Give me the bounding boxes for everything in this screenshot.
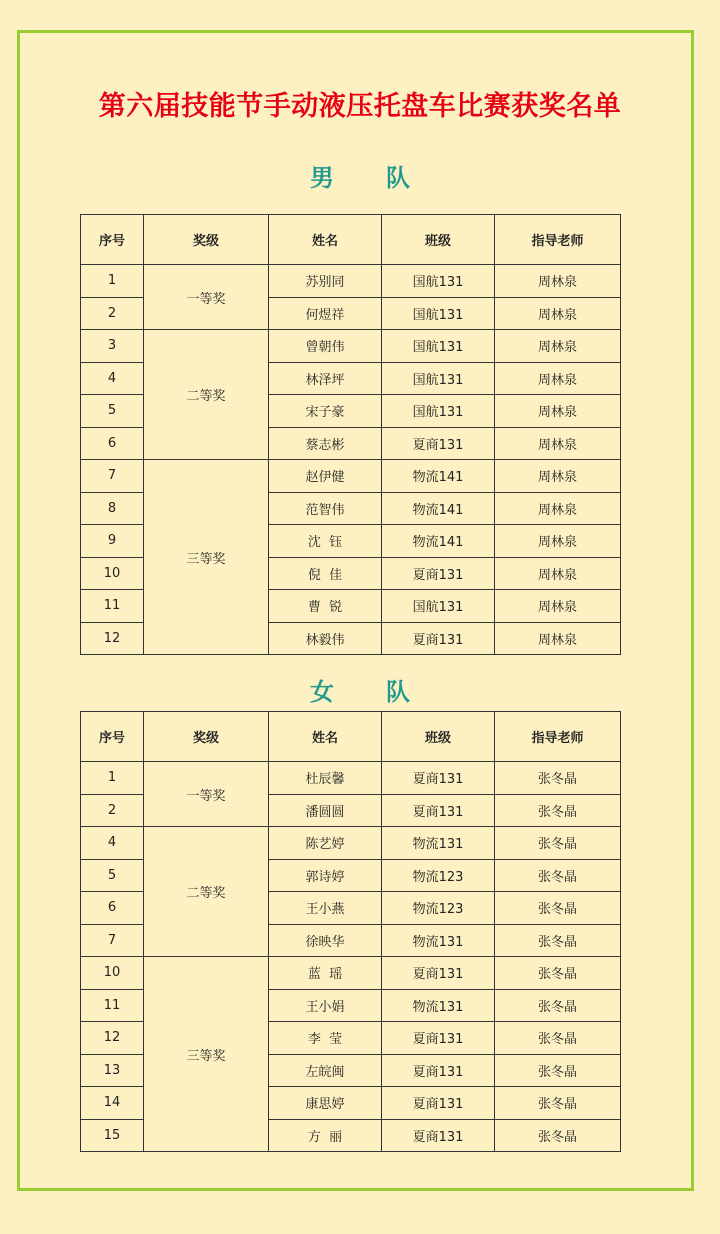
cell-teacher: 周林泉	[495, 492, 621, 525]
cell-number: 2	[81, 794, 144, 827]
cell-class: 夏商131	[382, 427, 495, 460]
header-number: 序号	[81, 215, 144, 265]
header-name: 姓名	[269, 712, 382, 762]
cell-number: 6	[81, 427, 144, 460]
cell-number: 7	[81, 460, 144, 493]
cell-number: 14	[81, 1087, 144, 1120]
cell-class: 夏商131	[382, 1054, 495, 1087]
cell-class: 物流141	[382, 460, 495, 493]
cell-name: 王小燕	[269, 892, 382, 925]
cell-name: 林毅伟	[269, 622, 382, 655]
men-heading-char-1: 男	[310, 164, 334, 192]
cell-number: 9	[81, 525, 144, 558]
cell-name: 沈 钰	[269, 525, 382, 558]
cell-teacher: 周林泉	[495, 362, 621, 395]
cell-teacher: 周林泉	[495, 460, 621, 493]
table-row	[81, 460, 621, 493]
cell-award-second: 二等奖	[144, 827, 269, 957]
cell-name: 何煜祥	[269, 297, 382, 330]
cell-name: 杜辰馨	[269, 762, 382, 795]
table-row	[81, 827, 621, 860]
cell-award-first: 一等奖	[144, 265, 269, 330]
cell-number: 10	[81, 957, 144, 990]
cell-award-first: 一等奖	[144, 762, 269, 827]
cell-name: 曹 锐	[269, 590, 382, 623]
table-header-row	[81, 712, 621, 762]
cell-teacher: 周林泉	[495, 330, 621, 363]
header-award: 奖级	[144, 712, 269, 762]
cell-number: 2	[81, 297, 144, 330]
cell-teacher: 周林泉	[495, 427, 621, 460]
cell-name: 范智伟	[269, 492, 382, 525]
cell-name: 郭诗婷	[269, 859, 382, 892]
cell-name: 蔡志彬	[269, 427, 382, 460]
cell-number: 5	[81, 859, 144, 892]
cell-teacher: 张冬晶	[495, 827, 621, 860]
cell-number: 13	[81, 1054, 144, 1087]
table-row	[81, 957, 621, 990]
header-class: 班级	[382, 215, 495, 265]
cell-teacher: 周林泉	[495, 590, 621, 623]
cell-class: 国航131	[382, 330, 495, 363]
cell-name: 陈艺婷	[269, 827, 382, 860]
header-class: 班级	[382, 712, 495, 762]
cell-class: 物流131	[382, 827, 495, 860]
cell-name: 蓝 瑶	[269, 957, 382, 990]
cell-teacher: 张冬晶	[495, 794, 621, 827]
cell-number: 4	[81, 362, 144, 395]
cell-teacher: 张冬晶	[495, 762, 621, 795]
cell-name: 宋子豪	[269, 395, 382, 428]
cell-class: 国航131	[382, 297, 495, 330]
cell-teacher: 周林泉	[495, 557, 621, 590]
cell-number: 11	[81, 989, 144, 1022]
cell-number: 10	[81, 557, 144, 590]
cell-number: 8	[81, 492, 144, 525]
cell-number: 6	[81, 892, 144, 925]
cell-class: 夏商131	[382, 957, 495, 990]
cell-teacher: 周林泉	[495, 297, 621, 330]
cell-name: 曾朝伟	[269, 330, 382, 363]
header-teacher: 指导老师	[495, 712, 621, 762]
header-number: 序号	[81, 712, 144, 762]
cell-teacher: 周林泉	[495, 395, 621, 428]
cell-number: 4	[81, 827, 144, 860]
cell-teacher: 张冬晶	[495, 1119, 621, 1152]
cell-teacher: 周林泉	[495, 622, 621, 655]
cell-award-second: 二等奖	[144, 330, 269, 460]
cell-name: 李 莹	[269, 1022, 382, 1055]
women-results-table	[80, 711, 621, 1152]
women-team-heading	[0, 672, 720, 707]
men-heading-char-2: 队	[386, 164, 410, 192]
cell-class: 夏商131	[382, 1087, 495, 1120]
page-title: 第六届技能节手动液压托盘车比赛获奖名单	[98, 91, 622, 122]
cell-name: 徐映华	[269, 924, 382, 957]
cell-class: 夏商131	[382, 557, 495, 590]
cell-class: 物流141	[382, 525, 495, 558]
cell-number: 15	[81, 1119, 144, 1152]
cell-class: 物流123	[382, 892, 495, 925]
women-heading-char-2: 队	[386, 678, 410, 706]
cell-teacher: 张冬晶	[495, 892, 621, 925]
men-results-table	[80, 214, 621, 655]
cell-class: 国航131	[382, 362, 495, 395]
cell-number: 3	[81, 330, 144, 363]
cell-number: 1	[81, 762, 144, 795]
cell-number: 5	[81, 395, 144, 428]
cell-name: 赵伊健	[269, 460, 382, 493]
cell-class: 物流131	[382, 989, 495, 1022]
table-row	[81, 265, 621, 298]
header-name: 姓名	[269, 215, 382, 265]
cell-class: 国航131	[382, 590, 495, 623]
cell-teacher: 张冬晶	[495, 1054, 621, 1087]
women-heading-char-1: 女	[310, 678, 334, 706]
cell-number: 11	[81, 590, 144, 623]
cell-name: 方 丽	[269, 1119, 382, 1152]
men-team-heading	[0, 158, 720, 193]
cell-teacher: 张冬晶	[495, 924, 621, 957]
cell-name: 康思婷	[269, 1087, 382, 1120]
cell-number: 12	[81, 622, 144, 655]
cell-class: 夏商131	[382, 1022, 495, 1055]
cell-teacher: 张冬晶	[495, 1087, 621, 1120]
cell-class: 国航131	[382, 395, 495, 428]
header-award: 奖级	[144, 215, 269, 265]
cell-number: 1	[81, 265, 144, 298]
cell-name: 苏别同	[269, 265, 382, 298]
cell-name: 王小娟	[269, 989, 382, 1022]
header-teacher: 指导老师	[495, 215, 621, 265]
table-row	[81, 762, 621, 795]
cell-class: 夏商131	[382, 762, 495, 795]
cell-teacher: 张冬晶	[495, 859, 621, 892]
cell-name: 左皖闽	[269, 1054, 382, 1087]
cell-teacher: 周林泉	[495, 265, 621, 298]
cell-class: 国航131	[382, 265, 495, 298]
cell-award-third: 三等奖	[144, 957, 269, 1152]
cell-number: 7	[81, 924, 144, 957]
cell-class: 夏商131	[382, 1119, 495, 1152]
cell-class: 物流141	[382, 492, 495, 525]
cell-class: 夏商131	[382, 622, 495, 655]
cell-class: 物流123	[382, 859, 495, 892]
cell-teacher: 张冬晶	[495, 957, 621, 990]
cell-name: 潘圆圆	[269, 794, 382, 827]
cell-number: 12	[81, 1022, 144, 1055]
table-header-row	[81, 215, 621, 265]
cell-class: 夏商131	[382, 794, 495, 827]
cell-teacher: 张冬晶	[495, 1022, 621, 1055]
cell-name: 林泽坪	[269, 362, 382, 395]
cell-class: 物流131	[382, 924, 495, 957]
table-row	[81, 330, 621, 363]
cell-award-third: 三等奖	[144, 460, 269, 655]
cell-name: 倪 佳	[269, 557, 382, 590]
cell-teacher: 周林泉	[495, 525, 621, 558]
cell-teacher: 张冬晶	[495, 989, 621, 1022]
